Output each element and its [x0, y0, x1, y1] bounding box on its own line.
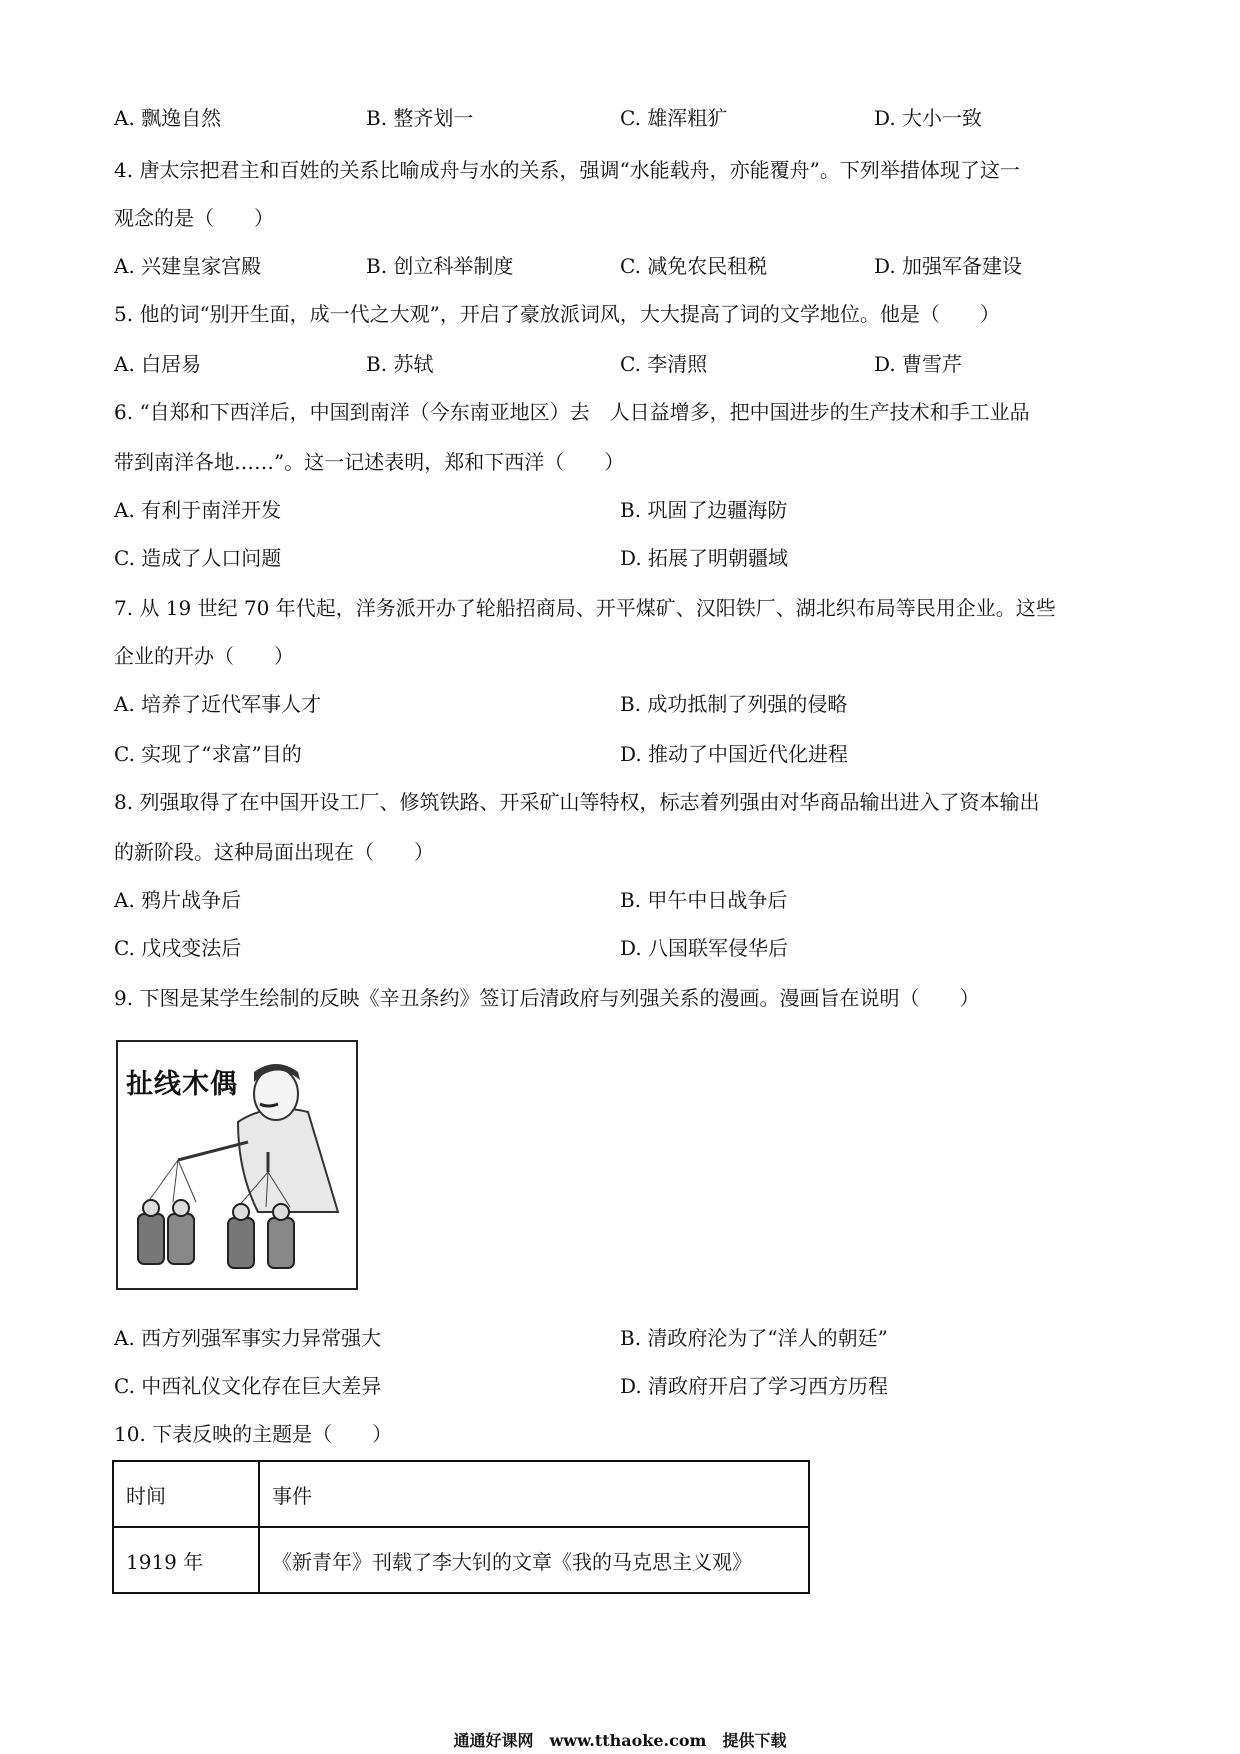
q3-option-d: D. 大小一致: [874, 106, 983, 130]
q3-option-c: C. 雄浑粗犷: [620, 106, 728, 130]
cell-event: 《新青年》刊载了李大钊的文章《我的马克思主义观》: [259, 1527, 809, 1593]
header-time: 时间: [113, 1461, 259, 1527]
q8-option-c: C. 戊戌变法后: [114, 936, 242, 960]
footer-watermark: 通通好课网 www.tthaoke.com 提供下载: [453, 1731, 787, 1750]
q8-option-b: B. 甲午中日战争后: [620, 888, 788, 912]
q6-stem-line1: 6. “自郑和下西洋后，中国到南洋（今东南亚地区）去 人日益增多，把中国进步的生产技术和手工业品: [114, 400, 1030, 424]
table-row: [113, 1527, 809, 1593]
q4-option-b: B. 创立科举制度: [366, 254, 514, 278]
q7-option-d: D. 推动了中国近代化进程: [620, 742, 849, 766]
q7-stem-line1: 7. 从 19 世纪 70 年代起，洋务派开办了轮船招商局、开平煤矿、汉阳铁厂、湖北织布局等民用企业。这些: [114, 596, 1056, 620]
q7-stem-line2: 企业的开办（ ）: [114, 644, 294, 668]
q9-option-c: C. 中西礼仪文化存在巨大差异: [114, 1374, 382, 1398]
q9-stem-line1: 9. 下图是某学生绘制的反映《辛丑条约》签订后清政府与列强关系的漫画。漫画旨在说明（ ）: [114, 986, 980, 1010]
q5-option-c: C. 李清照: [620, 352, 708, 376]
q8-stem-line2: 的新阶段。这种局面出现在（ ）: [114, 840, 434, 864]
puppeteer-drawing: [118, 1042, 356, 1288]
q4-option-c: C. 减免农民租税: [620, 254, 768, 278]
q5-option-d: D. 曹雪芹: [874, 352, 963, 376]
q9-option-b: B. 清政府沦为了“洋人的朝廷”: [620, 1326, 888, 1350]
q8-stem-line1: 8. 列强取得了在中国开设工厂、修筑铁路、开采矿山等特权，标志着列强由对华商品输出进入了资本输出: [114, 790, 1040, 814]
q5-stem-line1: 5. 他的词“别开生面，成一代之大观”，开启了豪放派词风，大大提高了词的文学地位。他是（ ）: [114, 302, 1000, 326]
header-event: 事件: [259, 1461, 809, 1527]
q3-option-a: A. 飘逸自然: [114, 106, 222, 130]
q6-option-c: C. 造成了人口问题: [114, 546, 282, 570]
q8-option-a: A. 鸦片战争后: [114, 888, 242, 912]
q6-option-b: B. 巩固了边疆海防: [620, 498, 788, 522]
q4-stem-line1: 4. 唐太宗把君主和百姓的关系比喻成舟与水的关系，强调“水能载舟，亦能覆舟”。下列举措体现了这一: [114, 158, 1020, 182]
q4-option-d: D. 加强军备建设: [874, 254, 1023, 278]
q4-option-a: A. 兴建皇家宫殿: [114, 254, 262, 278]
q5-option-a: A. 白居易: [114, 352, 202, 376]
puppet-cartoon-image: [116, 1040, 358, 1290]
q9-option-d: D. 清政府开启了学习西方历程: [620, 1374, 889, 1398]
q6-stem-line2: 带到南洋各地……”。这一记述表明，郑和下西洋（ ）: [114, 450, 625, 474]
q8-option-d: D. 八国联军侵华后: [620, 936, 789, 960]
events-table: [112, 1460, 810, 1594]
q10-stem-line1: 10. 下表反映的主题是（ ）: [114, 1422, 393, 1446]
q6-option-a: A. 有利于南洋开发: [114, 498, 282, 522]
cell-year: 1919 年: [113, 1527, 259, 1593]
table-header-row: [113, 1461, 809, 1527]
q5-option-b: B. 苏轼: [366, 352, 434, 376]
q4-stem-line2: 观念的是（ ）: [114, 206, 274, 230]
q3-option-b: B. 整齐划一: [366, 106, 474, 130]
q7-option-a: A. 培养了近代军事人才: [114, 692, 322, 716]
q9-option-a: A. 西方列强军事实力异常强大: [114, 1326, 382, 1350]
q6-option-d: D. 拓展了明朝疆域: [620, 546, 789, 570]
q7-option-b: B. 成功抵制了列强的侵略: [620, 692, 848, 716]
q7-option-c: C. 实现了“求富”目的: [114, 742, 302, 766]
cartoon-caption: 扯线木偶: [126, 1069, 238, 1100]
